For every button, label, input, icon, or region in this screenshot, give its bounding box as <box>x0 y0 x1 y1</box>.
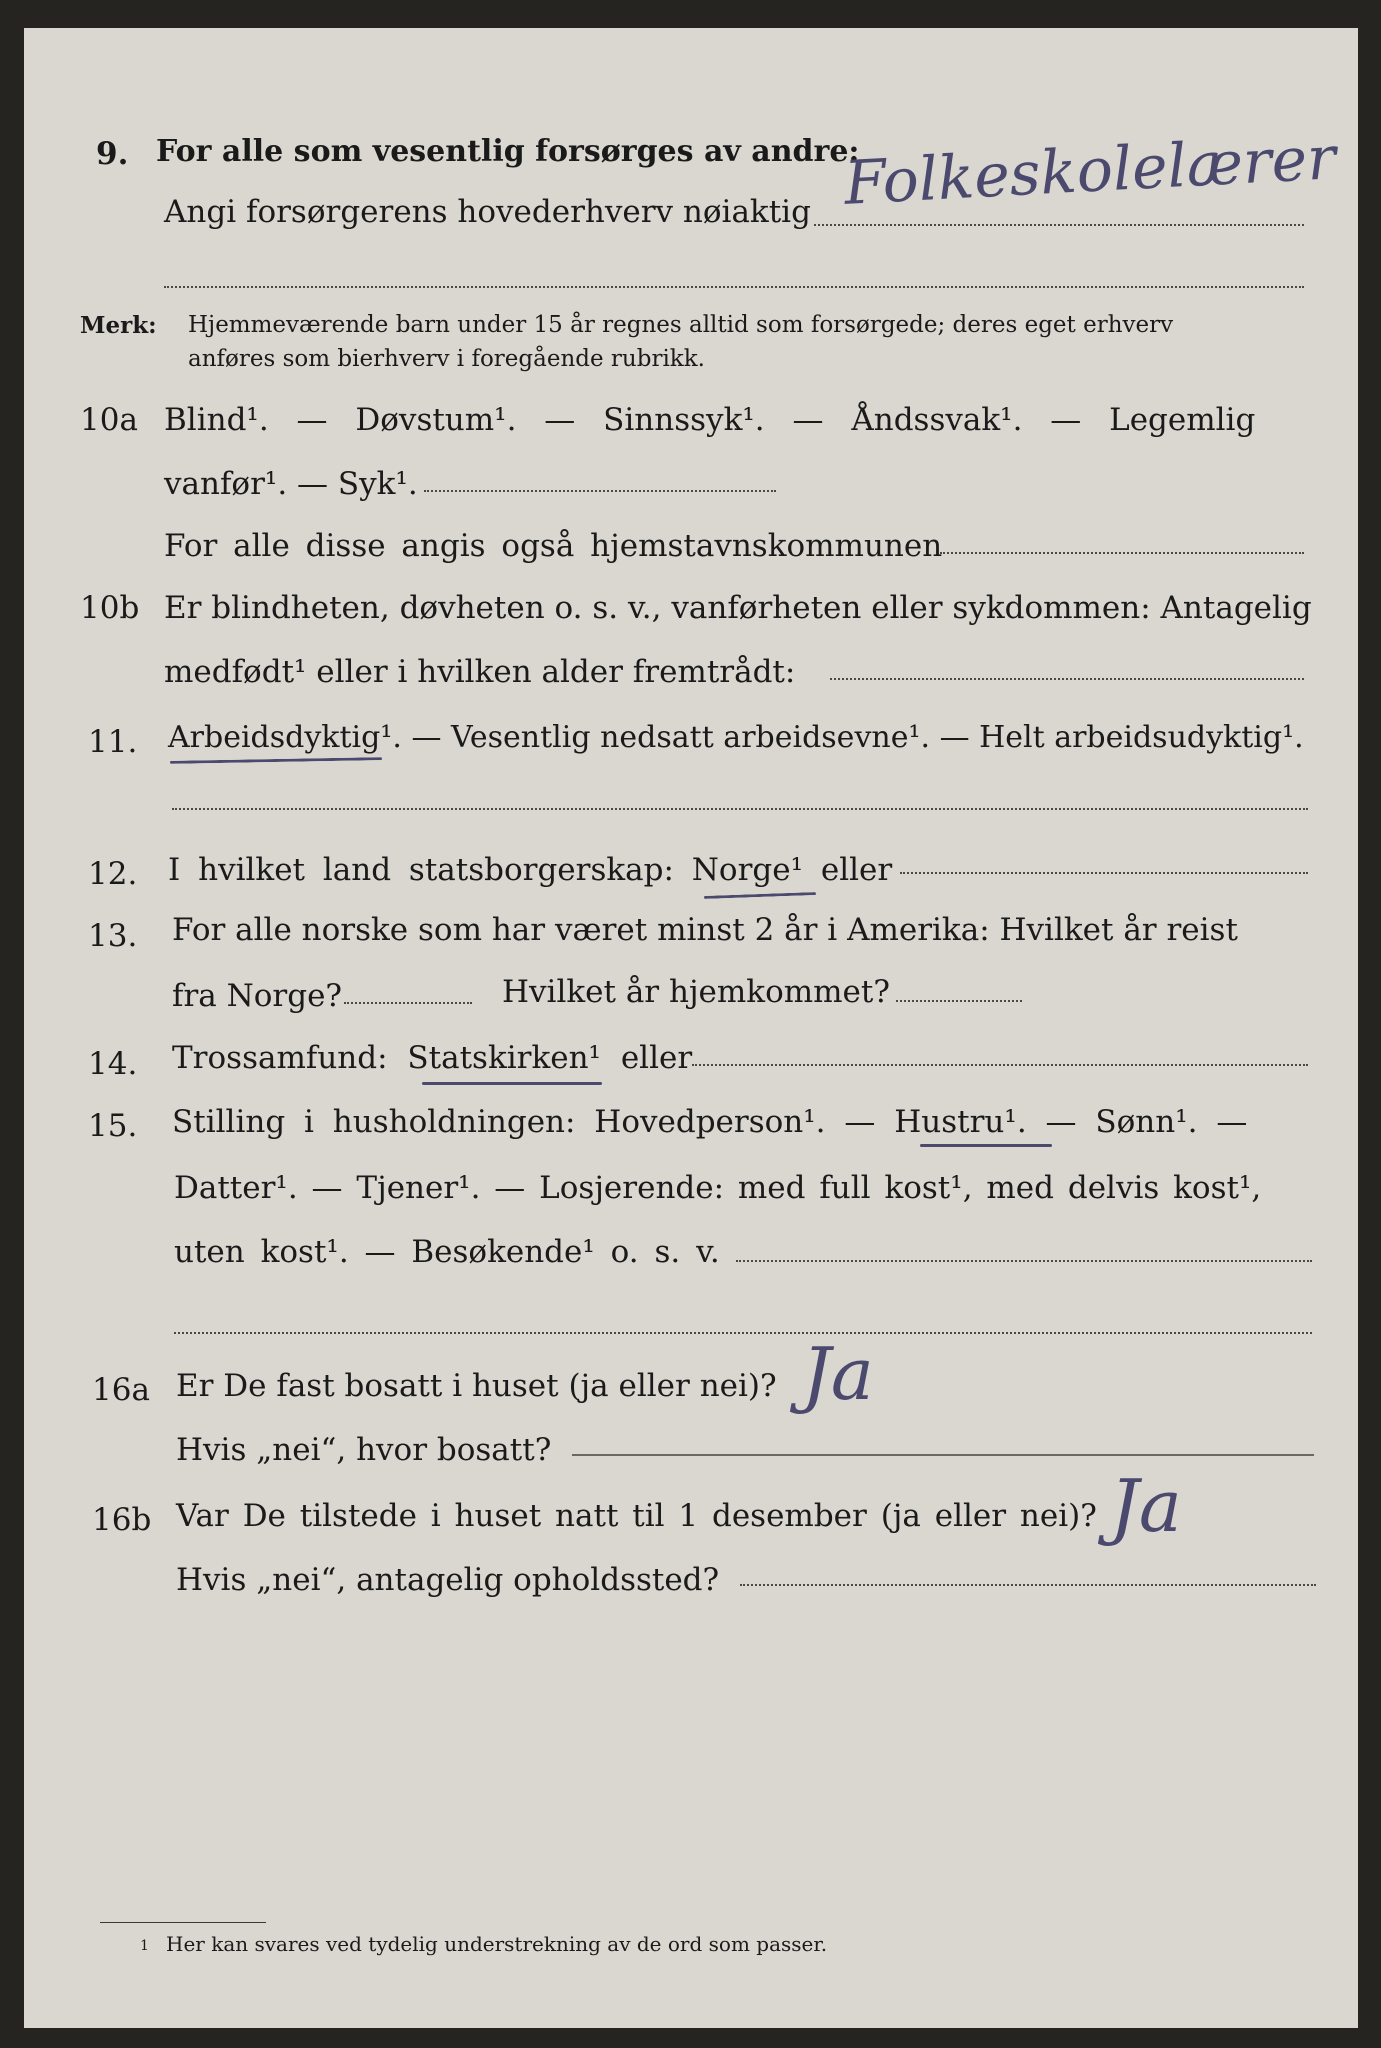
q16b-line2: Hvis „nei“, antagelig opholdssted? <box>176 1562 720 1598</box>
q16b-number: 16b <box>92 1502 152 1538</box>
q10a-line3: For alle disse angis også hjemstavnskommunen <box>164 528 943 564</box>
q10a-line2: vanfør¹. — Syk¹. <box>164 466 418 502</box>
q12-line1: I hvilket land statsborgerskap: Norge¹ eller <box>168 852 893 888</box>
merk-label: Merk: <box>80 312 157 339</box>
q15-dotted-line <box>736 1260 1312 1262</box>
q13-line2a: fra Norge? <box>172 978 343 1014</box>
q10a-line1: Blind¹. — Døvstum¹. — Sinnssyk¹. — Åndssvak¹. — Legemlig <box>164 402 1256 438</box>
q16b-answer-handwriting: Ja <box>1110 1464 1182 1548</box>
q14-dotted-line <box>692 1064 1308 1066</box>
q15-dotted-line-2 <box>174 1332 1312 1334</box>
q16a-number: 16a <box>92 1372 150 1408</box>
q11-answer-underline <box>170 757 382 764</box>
q13-dotted-line-b <box>896 1000 1022 1002</box>
q15-line1: Stilling i husholdningen: Hovedperson¹. — Hustru¹. — Sønn¹. — <box>172 1104 1248 1140</box>
q12-dotted-line <box>900 872 1308 874</box>
merk-line1: Hjemmeværende barn under 15 år regnes alltid som forsørgede; deres eget erhverv <box>188 312 1174 338</box>
q9-answer-handwriting: Folkeskolelærer <box>842 123 1338 219</box>
q16a-answer-line <box>572 1454 1314 1456</box>
q15-answer-underline <box>920 1144 1052 1147</box>
q15-line3: uten kost¹. — Besøkende¹ o. s. v. <box>174 1234 720 1270</box>
q10a-number: 10a <box>80 402 138 438</box>
q16a-line1: Er De fast bosatt i huset (ja eller nei)? <box>176 1368 777 1404</box>
q13-line2b: Hvilket år hjemkommet? <box>502 974 890 1010</box>
q9-line1: For alle som vesentlig forsørges av andre: <box>156 134 860 169</box>
q9-dotted-line <box>814 224 1304 226</box>
q11-dotted-line <box>172 808 1308 810</box>
footnote-text: Her kan svares ved tydelig understrekning av de ord som passer. <box>166 1932 828 1956</box>
q11-number: 11. <box>88 724 138 760</box>
q10b-line1: Er blindheten, døvheten o. s. v., vanførheten eller sykdommen: Antagelig <box>164 590 1312 626</box>
q14-line1: Trossamfund: Statskirken¹ eller <box>172 1040 693 1076</box>
q10a-dotted-line <box>424 490 776 492</box>
q13-number: 13. <box>88 918 138 954</box>
q16a-answer-handwriting: Ja <box>802 1332 874 1416</box>
q11-line1: Arbeidsdyktig¹. — Vesentlig nedsatt arbeidsevne¹. — Helt arbeidsudyktig¹. <box>168 720 1304 755</box>
q12-answer-underline <box>704 892 816 899</box>
q13-dotted-line-a <box>344 1002 472 1004</box>
q10b-number: 10b <box>80 590 140 626</box>
q9-number: 9. <box>96 136 129 172</box>
q10b-dotted-line <box>830 678 1304 680</box>
q13-line1: For alle norske som har været minst 2 år i Amerika: Hvilket år reist <box>172 912 1238 948</box>
q16b-line1: Var De tilstede i huset natt til 1 desember (ja eller nei)? <box>176 1498 1097 1534</box>
q14-answer-underline <box>422 1082 602 1085</box>
merk-line2: anføres som bierhverv i foregående rubrikk. <box>188 346 705 372</box>
q16b-dotted-line <box>740 1584 1316 1586</box>
q15-number: 15. <box>88 1108 138 1144</box>
q12-number: 12. <box>88 856 138 892</box>
footnote-rule <box>100 1922 266 1923</box>
census-form-page <box>24 28 1358 2028</box>
q16a-line2: Hvis „nei“, hvor bosatt? <box>176 1432 552 1468</box>
q10b-line2: medfødt¹ eller i hvilken alder fremtrådt: <box>164 654 796 690</box>
q9-dotted-line-2 <box>164 286 1304 288</box>
q9-line2: Angi forsørgerens hovederhverv nøiaktig <box>164 194 811 230</box>
q10a-dotted-line-2 <box>940 552 1304 554</box>
footnote-mark: 1 <box>140 1938 149 1954</box>
q14-number: 14. <box>88 1046 138 1082</box>
q15-line2: Datter¹. — Tjener¹. — Losjerende: med full kost¹, med delvis kost¹, <box>174 1170 1262 1206</box>
